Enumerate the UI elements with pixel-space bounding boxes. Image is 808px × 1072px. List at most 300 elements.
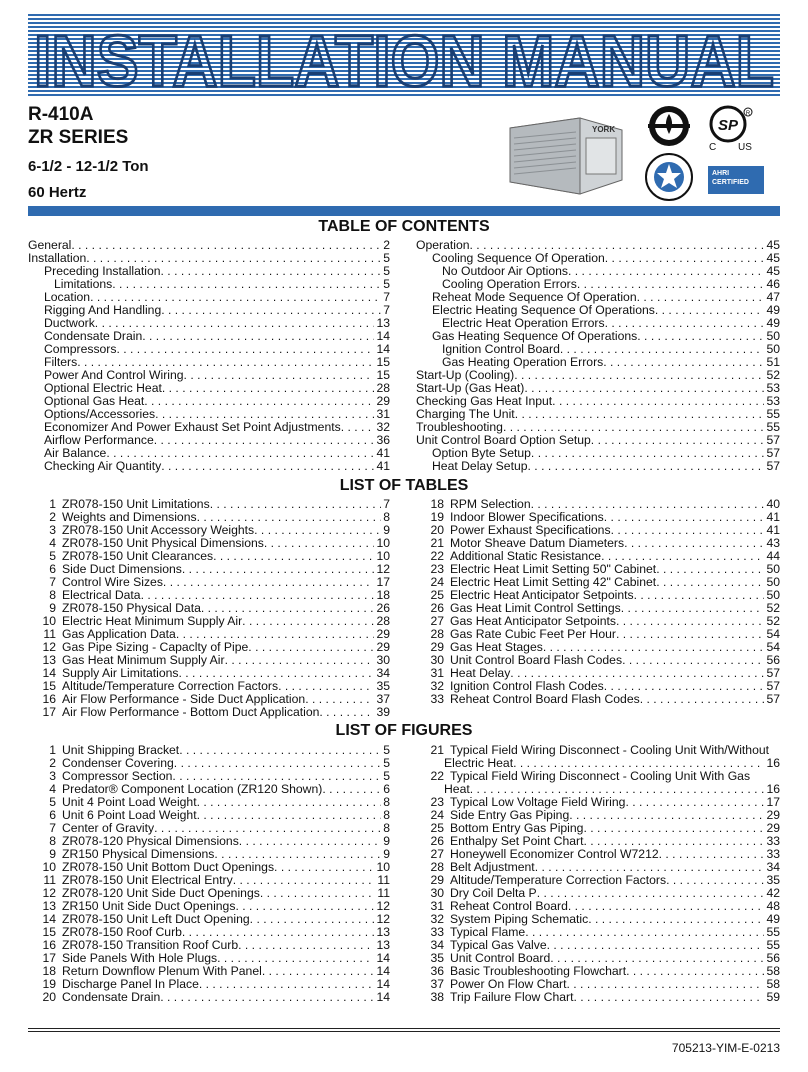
tables-row[interactable] (416, 615, 780, 628)
toc-row[interactable] (416, 291, 780, 304)
tables-row[interactable] (28, 654, 390, 667)
figures-leader-dots (525, 926, 764, 939)
figures-entry-label: Typical Low Voltage Field Wiring (450, 796, 626, 809)
title-banner (28, 22, 780, 96)
toc-row[interactable] (28, 460, 390, 473)
tables-leader-dots (616, 615, 764, 628)
figures-row[interactable] (416, 952, 780, 965)
figures-leader-dots (197, 796, 382, 809)
tables-entry-page: 50 (766, 589, 780, 602)
toc-entry-label: Options/Accessories (44, 408, 156, 421)
figures-number: 34 (430, 939, 444, 952)
figures-entry-page: 13 (376, 926, 390, 939)
tables-row[interactable] (28, 511, 390, 524)
toc-entry-page: 50 (766, 343, 780, 356)
toc-leader-dots (524, 382, 764, 395)
figures-entry-label: Center of Gravity (62, 822, 155, 835)
tables-number: 27 (430, 615, 444, 628)
toc-leader-dots (77, 356, 374, 369)
csa-logo-icon (704, 102, 764, 152)
toc-row[interactable] (28, 369, 390, 382)
toc-row[interactable] (28, 239, 390, 252)
tables-entry-page: 29 (376, 628, 390, 641)
figures-row[interactable] (416, 874, 780, 887)
toc-row[interactable] (416, 317, 780, 330)
figures-row[interactable] (28, 809, 390, 822)
tables-leader-dots (656, 576, 764, 589)
figures-leader-dots (666, 874, 764, 887)
tables-row[interactable] (416, 537, 780, 550)
figures-entry-page: 5 (383, 757, 390, 770)
figures-entry-label: Discharge Panel In Place (62, 978, 199, 991)
figures-row[interactable] (416, 887, 780, 900)
tables-entry-page: 54 (766, 641, 780, 654)
tables-number: 12 (42, 641, 56, 654)
tables-entry-page: 40 (766, 498, 780, 511)
toc-entry-label: Heat Delay Setup (432, 460, 528, 473)
figures-row[interactable] (416, 861, 780, 874)
tables-number: 24 (430, 576, 444, 589)
tables-entry-label: Air Flow Performance - Side Duct Application (62, 693, 306, 706)
toc-leader-dots (161, 304, 381, 317)
tables-row[interactable] (28, 667, 390, 680)
tables-title: LIST OF TABLES (339, 477, 469, 494)
toc-entry-label: Rigging And Handling (44, 304, 162, 317)
figures-leader-dots (214, 848, 381, 861)
toc-row[interactable] (416, 369, 780, 382)
figures-row[interactable] (416, 978, 780, 991)
refrigerant-label: R-410A (28, 104, 94, 125)
tables-row[interactable] (416, 628, 780, 641)
figures-entry-page: 12 (376, 900, 390, 913)
tables-number: 30 (430, 654, 444, 667)
tables-row[interactable] (416, 550, 780, 563)
figures-entry-page: 17 (766, 796, 780, 809)
figures-row[interactable] (28, 848, 390, 861)
figures-row[interactable] (416, 965, 780, 978)
tables-leader-dots (242, 615, 374, 628)
tables-entry-page: 34 (376, 667, 390, 680)
tables-entry-label: Indoor Blower Specifications (450, 511, 604, 524)
toc-row[interactable] (416, 395, 780, 408)
figures-entry-page: 13 (376, 939, 390, 952)
figures-row[interactable] (28, 978, 390, 991)
toc-row[interactable] (416, 265, 780, 278)
tables-entry-label: Supply Air Limitations (62, 667, 179, 680)
toc-entry-page: 2 (383, 239, 390, 252)
tables-row[interactable] (28, 498, 390, 511)
toc-entry-label: Ductwork (44, 317, 95, 330)
tables-number: 32 (430, 680, 444, 693)
figures-row[interactable] (28, 913, 390, 926)
toc-row[interactable] (28, 408, 390, 421)
tables-row[interactable] (28, 524, 390, 537)
tables-number: 28 (430, 628, 444, 641)
figures-row[interactable] (416, 926, 780, 939)
figures-number: 8 (49, 835, 56, 848)
figures-leader-dots (568, 900, 765, 913)
figures-entry-label: Honeywell Economizer Control W7212 (450, 848, 659, 861)
figures-entry-page: 16 (766, 757, 780, 770)
figures-number: 26 (430, 835, 444, 848)
figures-entry-label: System Piping Schematic (450, 913, 589, 926)
toc-entry-page: 28 (376, 382, 390, 395)
tables-entry-label: Gas Heat Minimum Supply Air (62, 654, 225, 667)
tables-row[interactable] (416, 576, 780, 589)
toc-entry-page: 53 (766, 395, 780, 408)
tables-entry-label: Electric Heat Limit Setting 42" Cabinet (450, 576, 657, 589)
toc-entry-page: 29 (376, 395, 390, 408)
toc-entry-page: 41 (376, 447, 390, 460)
tables-entry-page: 30 (376, 654, 390, 667)
toc-row[interactable] (28, 304, 390, 317)
figures-row[interactable] (416, 900, 780, 913)
toc-leader-dots (603, 356, 764, 369)
figures-entry-page: 8 (383, 822, 390, 835)
tables-number: 19 (430, 511, 444, 524)
toc-row[interactable] (416, 343, 780, 356)
figures-row[interactable] (28, 887, 390, 900)
tables-row[interactable] (28, 641, 390, 654)
toc-row[interactable] (416, 356, 780, 369)
tables-row[interactable] (416, 563, 780, 576)
toc-row[interactable] (416, 447, 780, 460)
toc-leader-dots (112, 278, 381, 291)
tables-row[interactable] (28, 693, 390, 706)
figures-entry-page: 33 (766, 835, 780, 848)
figures-row[interactable] (416, 809, 780, 822)
toc-row[interactable] (416, 421, 780, 434)
toc-row[interactable] (416, 460, 780, 473)
tables-entry-label: Electrical Data (62, 589, 141, 602)
toc-entry-label: Gas Heating Operation Errors (442, 356, 604, 369)
figures-row[interactable] (416, 835, 780, 848)
toc-entry-label: Option Byte Setup (432, 447, 531, 460)
toc-entry-label: Air Balance (44, 447, 107, 460)
figures-leader-dots (567, 978, 765, 991)
toc-entry-label: Condensate Drain (44, 330, 143, 343)
tables-row[interactable] (416, 667, 780, 680)
figures-number: 37 (430, 978, 444, 991)
figures-row[interactable] (28, 965, 390, 978)
figures-entry-label-continued: Heat (444, 783, 470, 796)
toc-leader-dots (552, 395, 764, 408)
toc-right-column (416, 239, 780, 473)
figures-leader-dots (172, 770, 381, 783)
figures-leader-dots (197, 809, 382, 822)
toc-leader-dots (637, 291, 765, 304)
tables-number: 5 (49, 550, 56, 563)
figures-leader-dots (569, 809, 764, 822)
figures-row[interactable] (416, 991, 780, 1004)
toc-leader-dots (90, 291, 381, 304)
toc-leader-dots (503, 421, 764, 434)
figures-row[interactable] (28, 783, 390, 796)
figures-row-continued[interactable] (416, 783, 780, 796)
figures-leader-dots (550, 952, 764, 965)
figures-number: 11 (43, 874, 56, 887)
toc-entry-page: 57 (766, 460, 780, 473)
tables-number: 26 (430, 602, 444, 615)
toc-row[interactable] (28, 330, 390, 343)
figures-row[interactable] (28, 874, 390, 887)
tables-number: 1 (49, 498, 56, 511)
figures-number: 22 (430, 770, 444, 783)
figures-entry-label: Typical Field Wiring Disconnect - Cooling Unit With/Without (450, 744, 770, 757)
tables-row[interactable] (28, 563, 390, 576)
toc-entry-label: Location (44, 291, 91, 304)
toc-row[interactable] (416, 434, 780, 447)
toc-entry-page: 46 (766, 278, 780, 291)
toc-row[interactable] (416, 382, 780, 395)
tables-leader-dots (319, 706, 374, 719)
figures-row[interactable] (416, 939, 780, 952)
tables-row[interactable] (28, 680, 390, 693)
figures-leader-dots (626, 965, 764, 978)
figures-left-column (28, 744, 390, 1004)
toc-row[interactable] (28, 447, 390, 460)
figures-row[interactable] (416, 744, 780, 757)
toc-row[interactable] (416, 304, 780, 317)
figures-leader-dots (217, 952, 374, 965)
tables-row[interactable] (416, 602, 780, 615)
tables-entry-label: RPM Selection (450, 498, 531, 511)
tables-leader-dots (640, 693, 765, 706)
product-info (28, 104, 149, 202)
figures-row[interactable] (28, 822, 390, 835)
tables-entry-label: Motor Sheave Datum Diameters (450, 537, 625, 550)
figures-row[interactable] (28, 861, 390, 874)
toc-leader-dots (162, 382, 375, 395)
tables-row[interactable] (416, 511, 780, 524)
toc-leader-dots (106, 447, 374, 460)
tables-leader-dots (305, 693, 374, 706)
toc-row[interactable] (28, 356, 390, 369)
tables-row[interactable] (28, 615, 390, 628)
tables-entry-page: 12 (376, 563, 390, 576)
figures-entry-page: 34 (766, 861, 780, 874)
toc-row[interactable] (28, 343, 390, 356)
tables-entry-page: 26 (376, 602, 390, 615)
tables-row[interactable] (416, 680, 780, 693)
series-label: ZR SERIES (28, 127, 129, 148)
figures-number: 21 (430, 744, 444, 757)
figures-entry-page: 42 (766, 887, 780, 900)
tables-row[interactable] (416, 693, 780, 706)
figures-number: 14 (42, 913, 56, 926)
figures-row[interactable] (416, 913, 780, 926)
tables-row[interactable] (416, 589, 780, 602)
toc-entry-label: Troubleshooting (416, 421, 503, 434)
figures-entry-page: 8 (383, 809, 390, 822)
tables-leader-dots (210, 498, 382, 511)
figures-row[interactable] (416, 848, 780, 861)
figures-entry-page: 59 (766, 991, 780, 1004)
figures-row[interactable] (28, 952, 390, 965)
tables-entry-page: 10 (376, 550, 390, 563)
toc-leader-dots (528, 460, 765, 473)
figures-row[interactable] (28, 757, 390, 770)
toc-row[interactable] (28, 434, 390, 447)
figures-row[interactable] (28, 835, 390, 848)
toc-leader-dots (154, 434, 375, 447)
figures-number: 4 (49, 783, 56, 796)
figures-row[interactable] (416, 822, 780, 835)
tables-leader-dots (201, 602, 375, 615)
figures-row[interactable] (416, 796, 780, 809)
tables-leader-dots (601, 550, 764, 563)
tables-entry-label: Ignition Control Flash Codes (450, 680, 604, 693)
toc-entry-label: Electric Heating Sequence Of Operations (432, 304, 655, 317)
figures-number: 10 (42, 861, 56, 874)
figures-row[interactable] (28, 770, 390, 783)
toc-row[interactable] (28, 265, 390, 278)
toc-leader-dots (531, 447, 765, 460)
tables-entry-page: 39 (376, 706, 390, 719)
tables-row[interactable] (28, 589, 390, 602)
toc-row[interactable] (28, 317, 390, 330)
tables-entry-label: ZR078-150 Unit Accessory Weights (62, 524, 255, 537)
tables-number: 18 (430, 498, 444, 511)
figures-entry-page: 9 (383, 848, 390, 861)
tables-row[interactable] (28, 576, 390, 589)
tables-number: 15 (42, 680, 56, 693)
figures-entry-page: 49 (766, 913, 780, 926)
figures-entry-label: ZR078-150 Unit Bottom Duct Openings (62, 861, 275, 874)
toc-entry-page: 57 (766, 434, 780, 447)
toc-entry-page: 15 (376, 356, 390, 369)
tables-row[interactable] (28, 602, 390, 615)
tables-entry-label: Weights and Dimensions (62, 511, 197, 524)
manual-title: INSTALLATION MANUAL (34, 22, 774, 96)
figures-row[interactable] (416, 770, 780, 783)
toc-row[interactable] (416, 239, 780, 252)
figures-leader-dots (174, 757, 381, 770)
figures-row[interactable] (28, 900, 390, 913)
figures-row[interactable] (28, 991, 390, 1004)
toc-row[interactable] (28, 252, 390, 265)
figures-entry-page: 29 (766, 822, 780, 835)
figures-entry-label: Condenser Covering (62, 757, 174, 770)
tonnage-label: 6-1/2 - 12-1/2 Ton (28, 158, 149, 175)
figures-leader-dots (588, 913, 764, 926)
tables-entry-page: 50 (766, 576, 780, 589)
tables-number: 13 (42, 654, 56, 667)
tables-entry-label: Air Flow Performance - Bottom Duct Application (62, 706, 320, 719)
gas-association-logo-icon (642, 104, 696, 148)
figures-entry-label: Unit 6 Point Load Weight (62, 809, 197, 822)
figures-number: 5 (49, 796, 56, 809)
figures-entry-page: 35 (766, 874, 780, 887)
toc-entry-page: 7 (383, 291, 390, 304)
figures-entry-label: Predator® Component Location (ZR120 Shown) (62, 783, 323, 796)
figures-row[interactable] (28, 796, 390, 809)
toc-entry-label: Ignition Control Board (442, 343, 560, 356)
toc-row[interactable] (28, 382, 390, 395)
figures-row[interactable] (28, 939, 390, 952)
figures-entry-label: ZR078-150 Roof Curb (62, 926, 182, 939)
figures-entry-label: Unit Control Board (450, 952, 551, 965)
toc-leader-dots (568, 265, 764, 278)
toc-row[interactable] (416, 330, 780, 343)
toc-row[interactable] (28, 278, 390, 291)
tables-row[interactable] (28, 628, 390, 641)
figures-entry-label: Side Entry Gas Piping (450, 809, 570, 822)
toc-entry-label: Operation (416, 239, 470, 252)
figures-row-continued[interactable] (416, 757, 780, 770)
toc-leader-dots (116, 343, 374, 356)
tables-row[interactable] (28, 706, 390, 719)
tables-row[interactable] (28, 550, 390, 563)
toc-row[interactable] (416, 252, 780, 265)
figures-entry-page: 58 (766, 965, 780, 978)
tables-entry-page: 43 (766, 537, 780, 550)
figures-entry-label: Trip Failure Flow Chart (450, 991, 574, 1004)
figures-leader-dots (583, 835, 764, 848)
toc-entry-label: Filters (44, 356, 78, 369)
figures-entry-label: Compressor Section (62, 770, 173, 783)
figures-leader-dots (154, 822, 381, 835)
figures-title: LIST OF FIGURES (335, 722, 473, 739)
figures-row[interactable] (28, 744, 390, 757)
tables-entry-label: Side Duct Dimensions (62, 563, 182, 576)
figures-leader-dots (260, 887, 376, 900)
toc-title: TABLE OF CONTENTS (318, 218, 490, 235)
figures-number: 33 (430, 926, 444, 939)
toc-row[interactable] (28, 421, 390, 434)
tables-row[interactable] (28, 537, 390, 550)
toc-entry-label: Checking Air Quantity (44, 460, 162, 473)
csa-c-label: C (709, 142, 717, 152)
toc-entry-label: Start-Up (Gas Heat) (416, 382, 525, 395)
toc-leader-dots (591, 434, 765, 447)
toc-row[interactable] (28, 395, 390, 408)
figures-entry-label: ZR078-150 Transition Roof Curb (62, 939, 239, 952)
figures-entry-label: Typical Gas Valve (450, 939, 547, 952)
tables-entry-page: 52 (766, 615, 780, 628)
tables-leader-dots (621, 602, 765, 615)
figures-row[interactable] (28, 926, 390, 939)
tables-row[interactable] (416, 654, 780, 667)
tables-row[interactable] (416, 641, 780, 654)
figures-entry-label: ZR150 Unit Side Duct Openings (62, 900, 236, 913)
figures-leader-dots (160, 991, 374, 1004)
tables-entry-page: 44 (766, 550, 780, 563)
tables-leader-dots (510, 667, 764, 680)
figures-leader-dots (199, 978, 375, 991)
toc-row[interactable] (416, 408, 780, 421)
figures-leader-dots (573, 991, 764, 1004)
toc-row[interactable] (28, 291, 390, 304)
figures-entry-page: 12 (376, 913, 390, 926)
figures-number: 36 (430, 965, 444, 978)
toc-entry-page: 49 (766, 317, 780, 330)
tables-leader-dots (182, 563, 375, 576)
tables-entry-label: ZR078-150 Unit Limitations (62, 498, 210, 511)
figures-number: 6 (49, 809, 56, 822)
tables-row[interactable] (416, 524, 780, 537)
tables-leader-dots (531, 498, 765, 511)
toc-row[interactable] (416, 278, 780, 291)
figures-number: 15 (42, 926, 56, 939)
figures-leader-dots (625, 796, 764, 809)
figures-entry-label: Typical Flame (450, 926, 526, 939)
tables-row[interactable] (416, 498, 780, 511)
tables-number: 14 (42, 667, 56, 680)
tables-entry-page: 57 (766, 693, 780, 706)
tables-entry-label: Additional Static Resistance (450, 550, 602, 563)
toc-leader-dots (577, 278, 765, 291)
